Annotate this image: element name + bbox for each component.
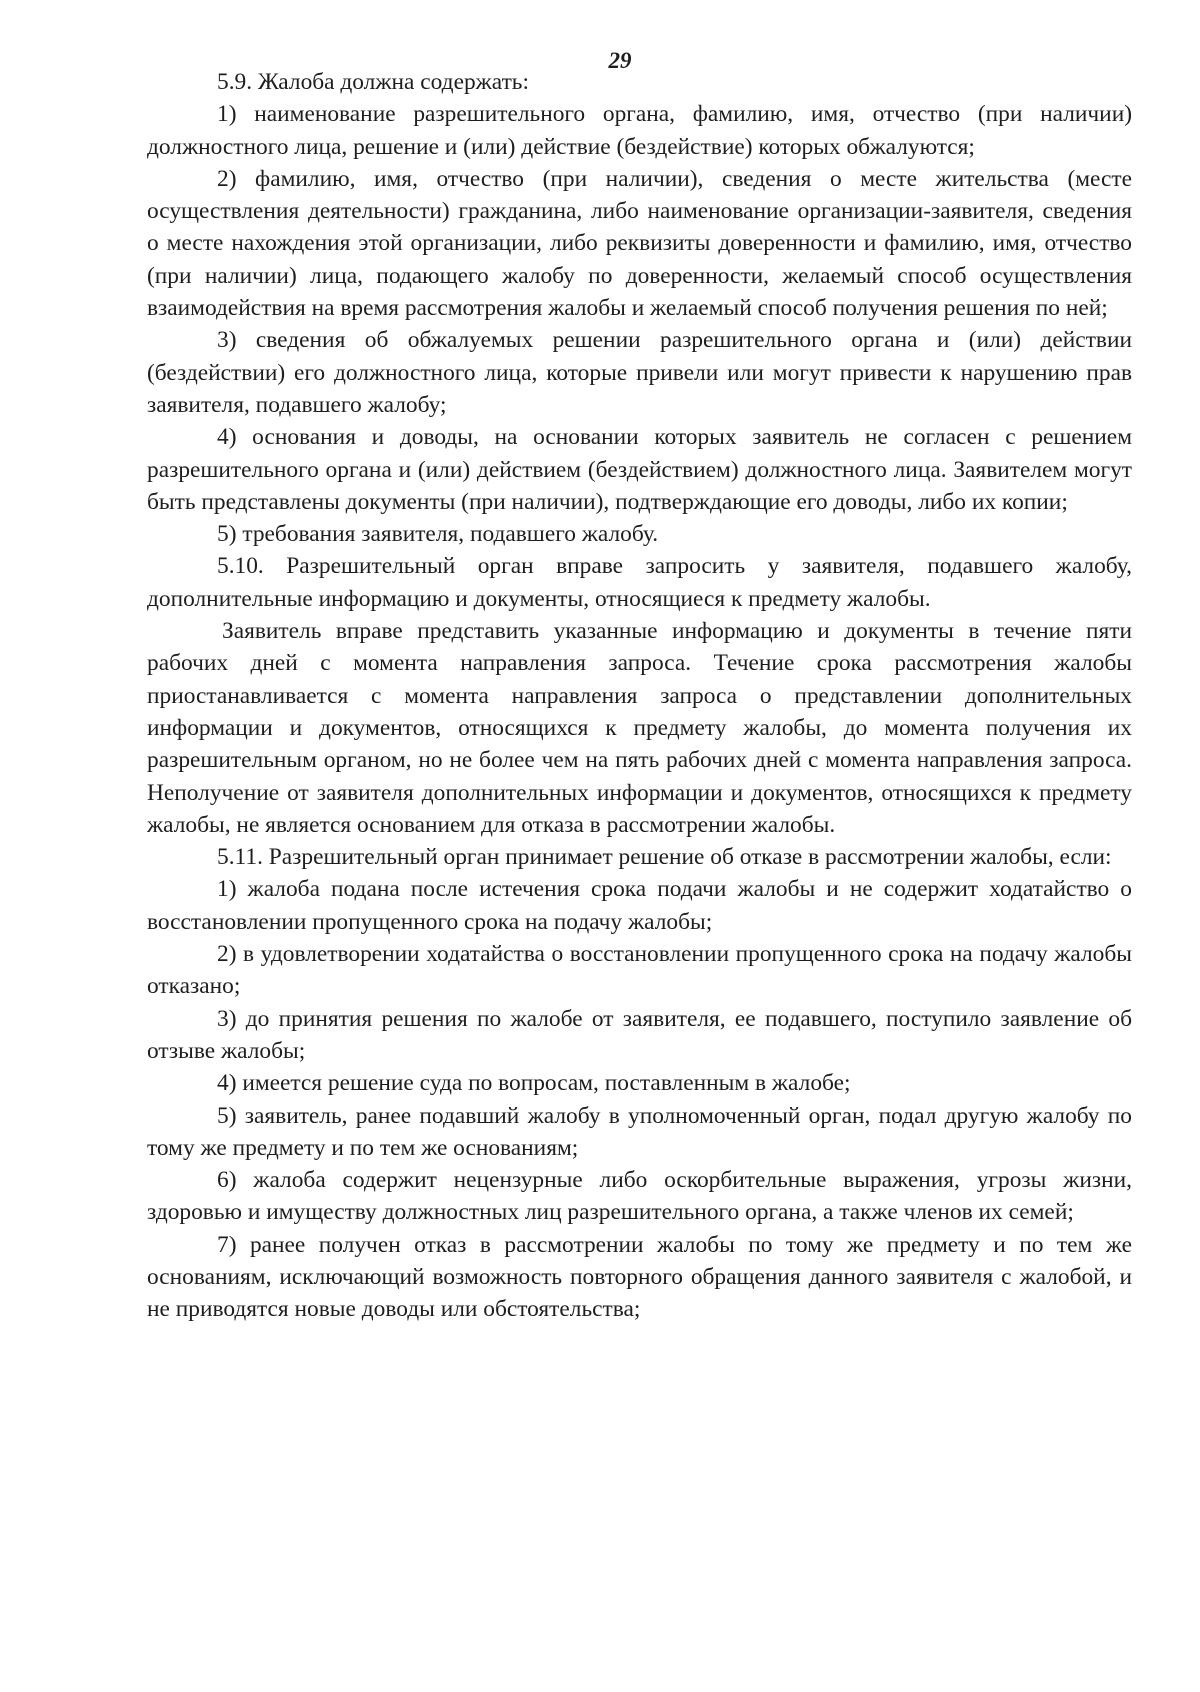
refusal-reason-5: 5) заявитель, ранее подавший жалобу в уполномоченный орган, подал другую жалобу по тому же предмету и по тем же основаниям;: [147, 1102, 1132, 1161]
section-5-11: 5.11. Разрешительный орган принимает решение об отказе в рассмотрении жалобы, если:: [217, 844, 1112, 871]
section-5-9-heading: 5.9. Жалоба должна содержать:: [217, 69, 529, 95]
list-item-3: 3) сведения об обжалуемых решении разрешительного органа и (или) действии (бездействии) его должностного лица, которые привели или могут привести к нарушению прав заявителя, подавшего жалобу;: [147, 327, 1132, 418]
list-item-4: 4) основания и доводы, на основании которых заявитель не согласен с решением разрешительного органа и (или) действием (бездействием) должностного лица. Заявителем могут быть представлены документы (при наличии), подтверждающие его доводы, либо их копии;: [147, 424, 1132, 515]
list-item-2: 2) фамилию, имя, отчество (при наличии), сведения о месте жительства (месте осуществления деятельности) гражданина, либо наименование организации-заявителя, сведения о месте нахождения этой организации, либо реквизиты доверенности и фамилию, имя, отчество (при наличии) лица, подающего жалобу по доверенности, желаемый способ осуществления взаимодействия на время рассмотрения жалобы и желаемый способ получения решения по ней;: [147, 165, 1132, 322]
document-body: [147, 66, 1132, 1326]
refusal-reason-4: 4) имеется решение суда по вопросам, поставленным в жалобе;: [217, 1070, 851, 1097]
refusal-reason-1: 1) жалоба подана после истечения срока подачи жалобы и не содержит ходатайство о восстановлении пропущенного срока на подачу жалобы;: [147, 876, 1132, 935]
refusal-reason-6: 6) жалоба содержит нецензурные либо оскорбительные выражения, угрозы жизни, здоровью и имуществу должностных лиц разрешительного органа, а также членов их семей;: [147, 1167, 1132, 1226]
section-5-10: 5.10. Разрешительный орган вправе запросить у заявителя, подавшего жалобу, дополнительные информацию и документы, относящиеся к предмету жалобы.: [147, 553, 1132, 612]
refusal-reason-2: 2) в удовлетворении ходатайства о восстановлении пропущенного срока на подачу жалобы отказано;: [147, 941, 1132, 1000]
applicant-rights-paragraph: Заявитель вправе представить указанные информацию и документы в течение пяти рабочих дней с момента направления запроса. Течение срока рассмотрения жалобы приостанавливается с момента направления запроса о представлении дополнительных информации и документов, относящихся к предмету жалобы, до момента получения их разрешительным органом, но не более чем на пять рабочих дней с момента направления запроса. Неполучение от заявителя дополнительных информации и документов, относящихся к предмету жалобы, не является основанием для отказа в рассмотрении жалобы.: [147, 618, 1132, 838]
refusal-reason-7: 7) ранее получен отказ в рассмотрении жалобы по тому же предмету и по тем же основаниям, исключающий возможность повторного обращения данного заявителя с жалобой, и не приводятся новые доводы или обстоятельства;: [147, 1231, 1132, 1323]
page-number: 29: [608, 48, 632, 73]
list-item-1: 1) наименование разрешительного органа, фамилию, имя, отчество (при наличии) должностного лица, решение и (или) действие (бездействие) которых обжалуются;: [147, 101, 1132, 160]
list-item-5: 5) требования заявителя, подавшего жалобу.: [217, 521, 659, 548]
refusal-reason-3: 3) до принятия решения по жалобе от заявителя, ее подавшего, поступило заявление об отзыве жалобы;: [147, 1005, 1132, 1064]
